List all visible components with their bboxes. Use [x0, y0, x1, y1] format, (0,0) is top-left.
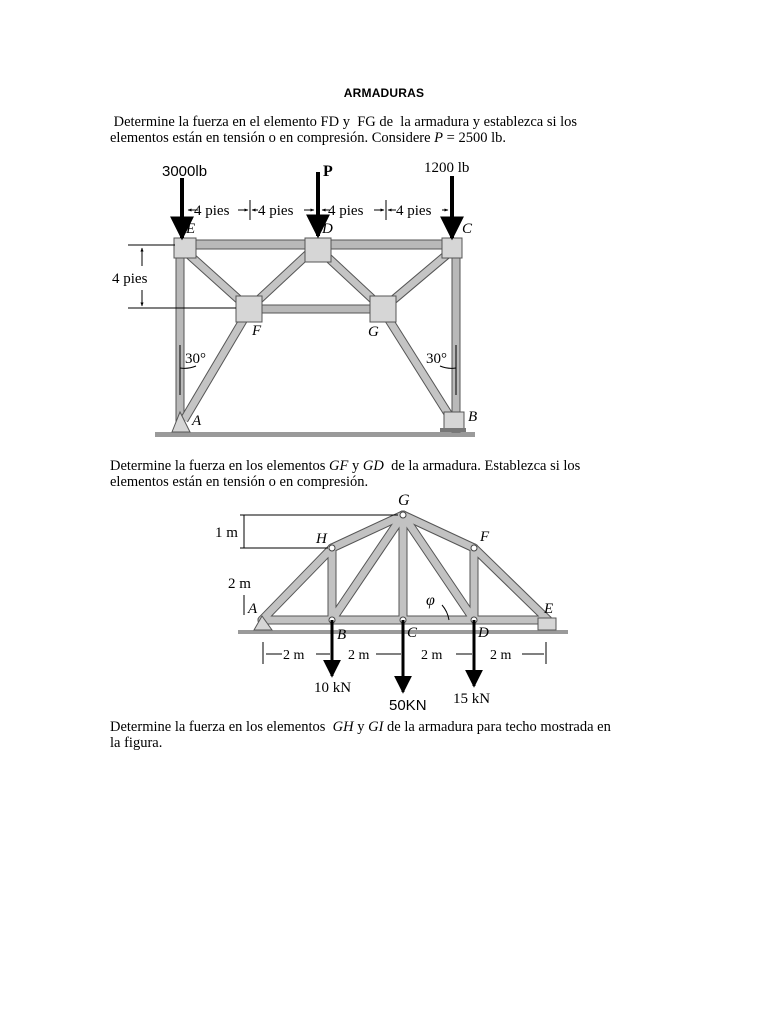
- text-fragment: elementos están en tensión o en compresión. Considere: [110, 130, 435, 146]
- problem-3-text: [110, 719, 670, 751]
- node-label-g: G: [368, 324, 379, 340]
- spacing-label-1: 4 pies: [194, 203, 230, 219]
- node-label-e: E: [186, 221, 196, 237]
- spacing-label-4: 4 pies: [396, 203, 432, 219]
- angle-label-right: 30°: [426, 351, 447, 367]
- text-fragment: de la armadura. Establezca si los: [383, 458, 581, 474]
- spacing-label-2-3: 2 m: [421, 648, 443, 663]
- variable-gi: GI: [368, 719, 384, 735]
- node-label-e-2: E: [544, 601, 554, 617]
- spacing-label-3: 4 pies: [328, 203, 364, 219]
- load-label-c-2: 50KN: [389, 697, 427, 714]
- dim-label-2m: 2 m: [228, 576, 251, 592]
- dim-label-1m: 1 m: [215, 525, 238, 541]
- node-label-f: F: [252, 323, 262, 339]
- variable-gf: GF: [329, 458, 349, 474]
- node-label-b: B: [468, 409, 478, 425]
- node-label-d-2: D: [478, 625, 489, 641]
- document-title: ARMADURAS: [343, 86, 425, 100]
- node-label-h-2: H: [316, 531, 327, 547]
- angle-label-phi: φ: [426, 592, 435, 609]
- variable-p: P: [434, 130, 444, 146]
- height-label: 4 pies: [112, 271, 148, 287]
- spacing-label-2-2: 2 m: [348, 648, 370, 663]
- variable-gh: GH: [332, 719, 354, 735]
- spacing-label-2-1: 2 m: [283, 648, 305, 663]
- load-label-right: 1200 lb: [424, 160, 470, 176]
- text-fragment: = 2500 lb.: [443, 130, 506, 146]
- problem-1-line-1: Determine la fuerza en el elemento FD y FG de la armadura y establezca si los: [110, 114, 578, 130]
- node-label-a: A: [192, 413, 202, 429]
- text-fragment: de la armadura para techo mostrada en: [383, 719, 611, 735]
- node-label-c-2: C: [407, 625, 418, 641]
- load-label-left: 3000lb: [162, 163, 208, 180]
- load-label-d-2: 15 kN: [453, 691, 491, 707]
- node-label-d: D: [322, 221, 333, 237]
- node-label-g-2: G: [398, 492, 410, 509]
- spacing-label-2-4: 2 m: [490, 648, 512, 663]
- support-e-2: [538, 618, 556, 630]
- node-label-b-2: B: [337, 627, 347, 643]
- text-fragment: Determine la fuerza en los elementos: [110, 458, 330, 474]
- text-fragment: y: [353, 719, 369, 735]
- angle-label-left: 30°: [185, 351, 206, 367]
- truss-2-members-fill: [262, 515, 548, 620]
- node-label-f-2: F: [480, 529, 490, 545]
- problem-2-line-2: elementos están en tensión o en compresión.: [110, 474, 369, 490]
- problem-3-line-2: la figura.: [110, 735, 163, 751]
- variable-gd: GD: [362, 458, 384, 474]
- node-label-c: C: [462, 221, 473, 237]
- load-label-b-2: 10 kN: [314, 680, 352, 696]
- text-fragment: Determine la fuerza en los elementos: [110, 719, 333, 735]
- problem-3-line-1: [110, 719, 670, 735]
- spacing-label-2: 4 pies: [258, 203, 294, 219]
- text-fragment: y: [348, 458, 363, 474]
- load-label-center: P: [323, 163, 333, 180]
- node-label-a-2: A: [248, 601, 258, 617]
